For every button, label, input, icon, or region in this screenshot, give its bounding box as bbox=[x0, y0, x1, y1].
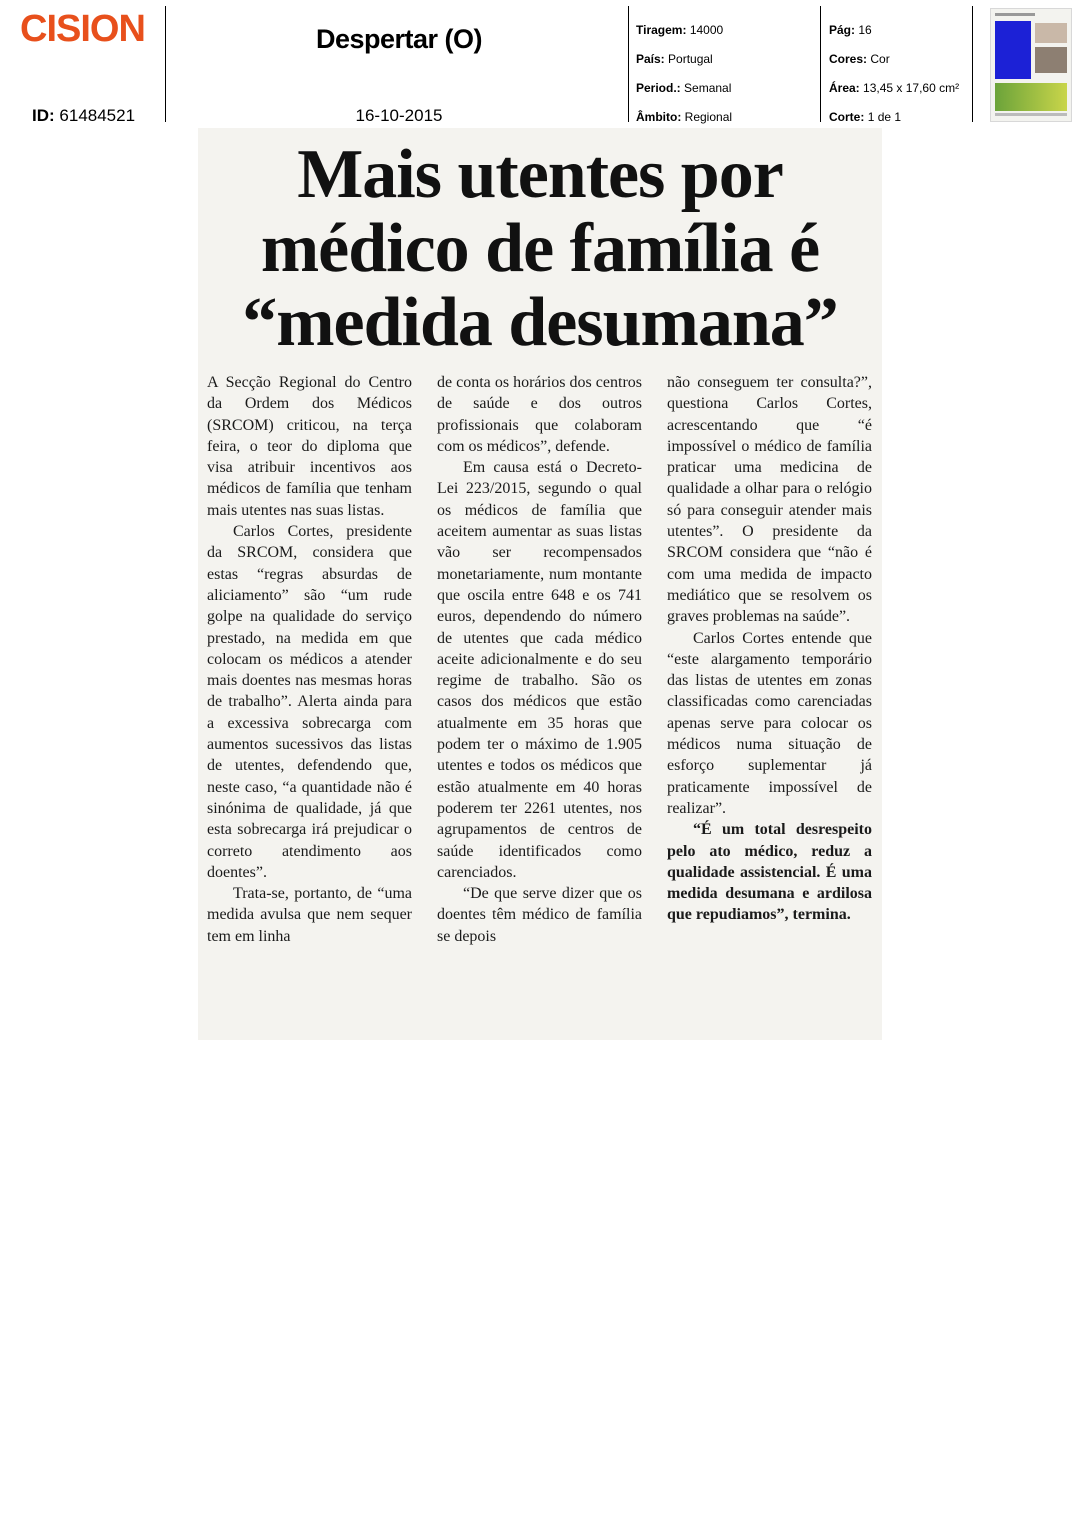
publication-date: 16-10-2015 bbox=[355, 106, 443, 125]
article-column-3 bbox=[667, 372, 872, 926]
thumbnail-text bbox=[995, 113, 1067, 116]
thumbnail-header bbox=[995, 13, 1035, 16]
divider bbox=[972, 6, 973, 122]
meta-area: Área: 13,45 x 17,60 cm² bbox=[829, 81, 960, 95]
thumbnail-blue-block bbox=[995, 21, 1031, 79]
paragraph: A Secção Regional do Centro da Ordem dos Médicos (SRCOM) criticou, na terça feira, o teor do diploma que visa atribuir incentivos aos médicos de família que tenham mais utentes nas suas listas. bbox=[207, 374, 412, 519]
id-value: 61484521 bbox=[59, 106, 136, 125]
paragraph: “De que serve dizer que os doentes têm médico de família se depois bbox=[437, 885, 642, 945]
meta-period: Period.: Semanal bbox=[636, 81, 732, 95]
meta-pag: Pág: 16 bbox=[829, 23, 872, 37]
meta-cores: Cores: Cor bbox=[829, 52, 890, 66]
page-thumbnail[interactable] bbox=[990, 8, 1072, 122]
headline-line: médico de família é bbox=[260, 210, 820, 287]
divider bbox=[820, 6, 821, 122]
thumbnail-banner bbox=[995, 83, 1067, 111]
paragraph: Carlos Cortes, presidente da SRCOM, considera que estas “regras absurdas de aliciamento” são “um rude golpe na qualidade do serviço prestado, na medida em que colocam os médicos a atender mais doentes nas mesmas horas de trabalho”. Alerta ainda para a excessiva sobrecarga com aumentos sucessivos das listas de utentes, defendendo que, neste caso, “a quantidade não é sinónima de qualidade, já que esta sobrecarga irá prejudicar o correto atendimento aos doentes”. bbox=[207, 523, 412, 881]
thumbnail-photo bbox=[1035, 47, 1067, 73]
publication-name: Despertar (O) bbox=[315, 24, 483, 54]
article-column-1 bbox=[207, 372, 412, 947]
headline-line: “medida desumana” bbox=[242, 284, 838, 361]
article-clipping bbox=[198, 128, 882, 1040]
meta-corte: Corte: 1 de 1 bbox=[829, 110, 902, 124]
paragraph: de conta os horários dos centros de saúde e dos outros profissionais que colaboram com os médicos”, defende. bbox=[437, 374, 642, 455]
id-label: ID: bbox=[32, 106, 55, 125]
meta-ambito: Âmbito: Regional bbox=[636, 110, 733, 124]
meta-pais: País: Portugal bbox=[636, 52, 713, 66]
headline-line: Mais utentes por bbox=[297, 136, 783, 213]
article-headline bbox=[198, 138, 882, 360]
paragraph: “É um total desrespeito pelo ato médico, reduz a qualidade assistencial. É uma medida desumana e ardilosa que repudiamos”, termina. bbox=[667, 821, 872, 924]
clipping-id bbox=[32, 106, 135, 126]
article-column-2 bbox=[437, 372, 642, 947]
divider bbox=[165, 6, 166, 122]
meta-tiragem: Tiragem: 14000 bbox=[636, 23, 724, 37]
paragraph: não conseguem ter consulta?”, questiona Carlos Cortes, acrescentando que “é impossível o médico de família praticar uma medicina de qualidade a olhar para o relógio só para conseguir atender mais utentes”. O presidente da SRCOM considera que “não é com uma medida de impacto mediático que se resolvem os graves problemas na saúde”. bbox=[667, 374, 872, 626]
paragraph: Carlos Cortes entende que “este alargamento temporário das listas de utentes em zonas classificadas como carenciadas apenas serve para colocar os médicos numa situação de esforço suplementar já praticamente impossível de realizar”. bbox=[667, 629, 872, 817]
divider bbox=[628, 6, 629, 122]
paragraph: Em causa está o Decreto-Lei 223/2015, segundo o qual os médicos de família que aceitem aumentar as suas listas vão ser recompensados monetariamente, num montante que oscila entre 648 e os 741 euros, dependendo do número de utentes que cada médico aceite adicionalmente e do seu regime de trabalho. São os casos dos médicos que estão atualmente em 35 horas que podem ter o máximo de 1.905 utentes e todos os médicos que estão atualmente em 40 horas poderem ter 2261 utentes, nos agrupamentos de centros de saúde identificados como carenciados. bbox=[437, 459, 642, 881]
thumbnail-photo bbox=[1035, 23, 1067, 43]
paragraph: Trata-se, portanto, de “uma medida avulsa que nem sequer tem em linha bbox=[207, 885, 412, 945]
cision-logo: CISION bbox=[20, 8, 145, 50]
